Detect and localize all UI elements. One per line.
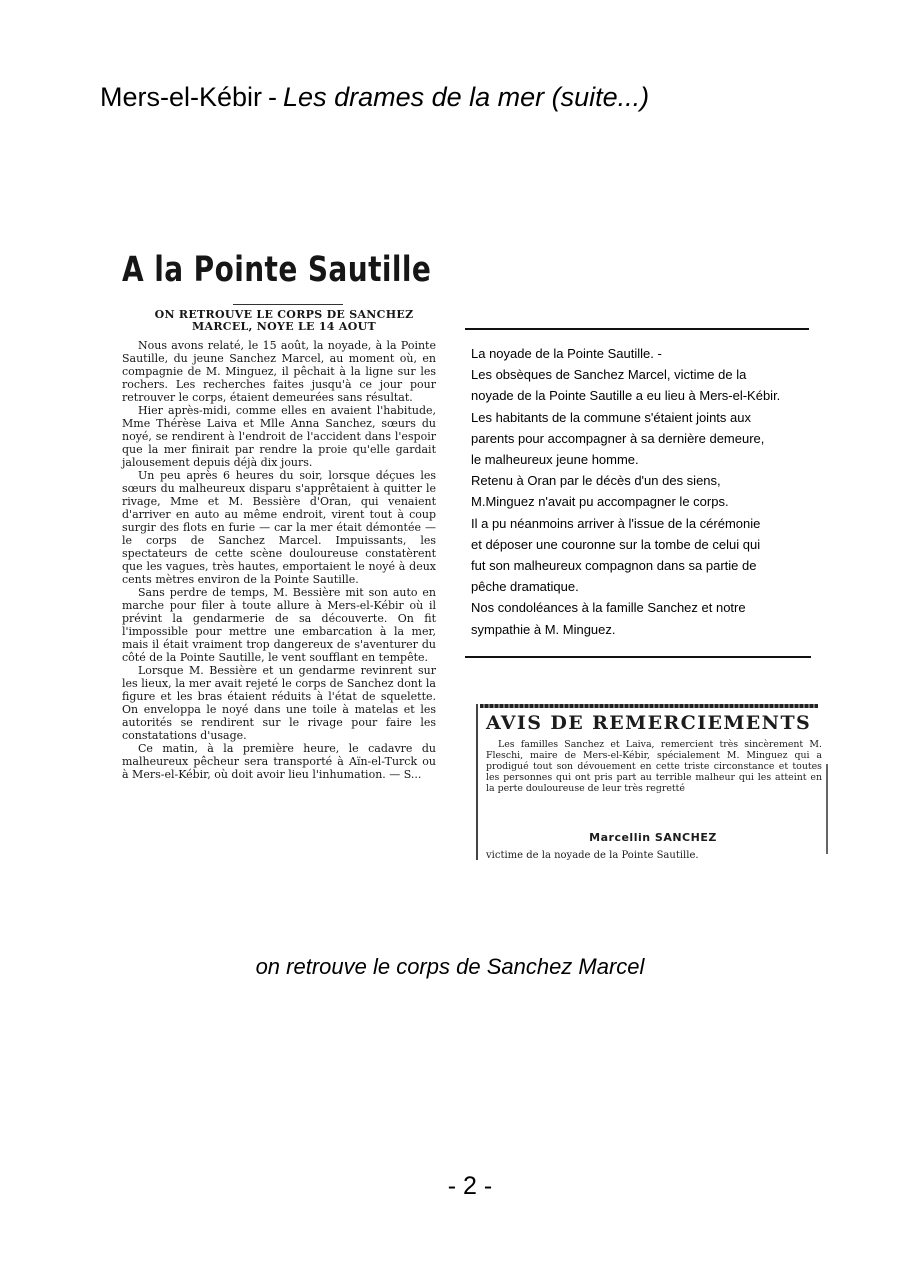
article-subhead bbox=[132, 309, 436, 333]
article-subhead-line: ON RETROUVE LE CORPS DE SANCHEZ bbox=[154, 308, 414, 321]
title-separator: - bbox=[268, 82, 278, 112]
article-paragraph: Ce matin, à la première heure, le cadavre du malheureux pêcheur sera transporté à Aïn-el-Turck ou à Mers-el-Kébir, où doit avoir lieu l'inhumation. — S... bbox=[122, 742, 436, 781]
article-subhead-line: MARCEL, NOYE LE 14 AOUT bbox=[192, 320, 376, 333]
caption-line: fut son malheureux compagnon dans sa partie de bbox=[471, 558, 757, 574]
bottom-caption: on retrouve le corps de Sanchez Marcel bbox=[255, 954, 645, 979]
notice-body: Les familles Sanchez et Laiva, remercient très sincèrement M. Fleschi, maire de Mers-el-Kébir, spécialement M. Minguez qui a prodigué tout son dévouement en cette triste circonstance et toutes les personnes qui ont pris part au terrible malheur qui les atteint en la perte douloureuse de leur très regretté bbox=[486, 739, 822, 794]
article-body bbox=[122, 339, 436, 781]
funeral-caption bbox=[471, 343, 831, 640]
caption-line: Les obsèques de Sanchez Marcel, victime de la bbox=[471, 367, 747, 383]
caption-line: M.Minguez n'avait pu accompagner le corps. bbox=[471, 494, 729, 510]
notice-victim-line: victime de la noyade de la Pointe Sautille. bbox=[486, 850, 699, 861]
notice-signature: Marcellin SANCHEZ bbox=[589, 831, 717, 844]
newspaper-clipping-article bbox=[118, 250, 436, 781]
title-subtitle: Les drames de la mer (suite...) bbox=[283, 82, 650, 112]
article-paragraph: Lorsque M. Bessière et un gendarme revinrent sur les lieux, la mer avait rejeté le corps de Sanchez dont la figure et les bras étaient réduits à l'état de squelette. On enveloppa le noyé dans une toile à matelas et les autorités se rendirent sur le rivage pour faire les constatations d'usage. bbox=[122, 664, 436, 742]
article-paragraph: Nous avons relaté, le 15 août, la noyade, à la Pointe Sautille, du jeune Sanchez Marcel, au moment où, en compagnie de M. Minguez, il pêchait à la ligne sur les rochers. Les recherches faites jusqu'à ce jour pour retrouver le corps, étaient demeurées sans résultat. bbox=[122, 339, 436, 404]
article-paragraph: Sans perdre de temps, M. Bessière mit son auto en marche pour filer à toute allure à Mers-el-Kébir où il prévint la gendarmerie de sa découverte. On fit l'impossible pour mettre une embarcation à la mer, mais il était vraiment trop dangereux de s'aventurer du côté de la Pointe Sautille, le vent soufflant en tempête. bbox=[122, 586, 436, 664]
notice-title: AVIS DE REMERCIEMENTS bbox=[486, 712, 812, 734]
page-title bbox=[100, 82, 649, 113]
caption-line: La noyade de la Pointe Sautille. - bbox=[471, 346, 662, 361]
caption-line: pêche dramatique. bbox=[471, 579, 579, 595]
newspaper-clipping-notice bbox=[474, 700, 832, 866]
page-number: - 2 - bbox=[447, 1172, 493, 1200]
caption-line: parents pour accompagner à sa dernière demeure, bbox=[471, 430, 765, 446]
title-place: Mers-el-Kébir bbox=[100, 82, 263, 112]
caption-line: Retenu à Oran par le décès d'un des siens, bbox=[471, 473, 721, 489]
caption-top-rule bbox=[465, 328, 809, 330]
caption-bottom-rule bbox=[465, 656, 811, 658]
article-headline: A la Pointe Sautille bbox=[122, 250, 432, 290]
caption-line: le malheureux jeune homme. bbox=[471, 452, 639, 468]
notice-border-top bbox=[480, 704, 818, 708]
caption-line: Nos condoléances à la famille Sanchez et notre bbox=[471, 600, 746, 616]
article-paragraph: Un peu après 6 heures du soir, lorsque déçues les sœurs du malheureux disparu s'apprêtaient à quitter le rivage, Mme et M. Bessière d'Oran, qui venaient d'arriver en auto au même endroit, virent tout à coup surgir des flots en furie — car la mer était démontée — le corps de Sanchez Marcel. Impuissants, les spectateurs de cette scène douloureuse constatèrent que les vagues, très hautes, emportaient le noyé à deux cents mètres environ de la Pointe Sautille. bbox=[122, 469, 436, 586]
article-paragraph: Hier après-midi, comme elles en avaient l'habitude, Mme Thérèse Laiva et Mlle Anna Sanchez, sœurs du noyé, se rendirent à l'endroit de l'accident dans l'espoir que la mer finirait par rendre la proie qu'elle gardait jalousement depuis déjà dix jours. bbox=[122, 404, 436, 469]
caption-line: noyade de la Pointe Sautille a eu lieu à Mers-el-Kébir. bbox=[471, 388, 781, 404]
headline-divider bbox=[233, 304, 343, 305]
caption-line: Il a pu néanmoins arriver à l'issue de la cérémonie bbox=[471, 515, 761, 531]
caption-line: Les habitants de la commune s'étaient joints aux bbox=[471, 409, 751, 425]
caption-line: et déposer une couronne sur la tombe de celui qui bbox=[471, 536, 761, 552]
caption-line: sympathie à M. Minguez. bbox=[471, 621, 616, 637]
